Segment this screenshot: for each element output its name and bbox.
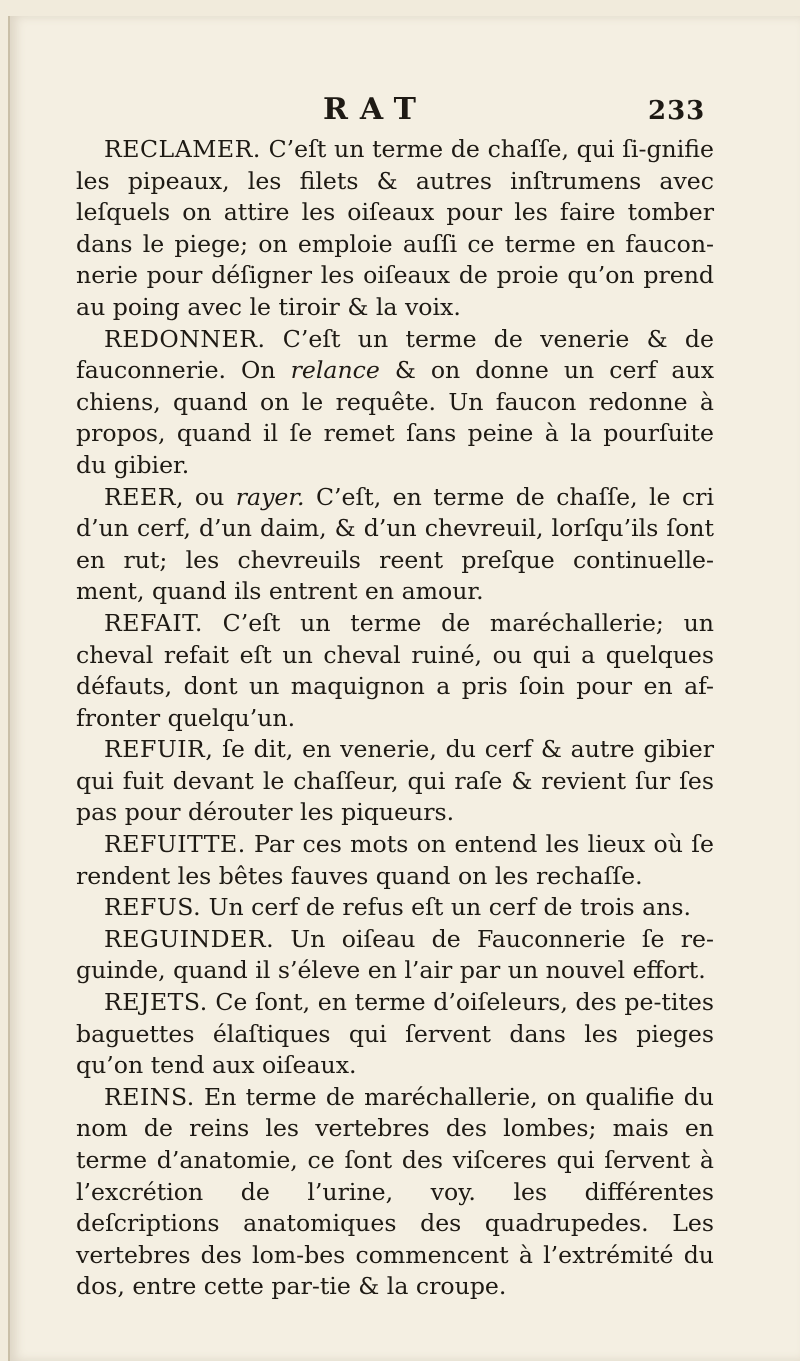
entry-text: Un cerf de refus eſt un cerf de trois ans. <box>201 893 691 922</box>
entry-text: C’eſt un terme de chaſſe, qui ſi-gnifie les pipeaux, les filets & autres inſtrumens avec leſquels on attire les oiſeaux pour les faire tomber dans le piege; on emploie auſſi ce terme en faucon-nerie pour déſigner les oiſeaux de proie qu’on prend au poing avec le tiroir & la voix. <box>76 135 714 321</box>
entry-headword: REDONNER. <box>104 324 266 353</box>
entry-headword: REFUS. <box>104 893 202 922</box>
entry-italic-term: relance <box>290 356 380 385</box>
entry-headword: REFAIT. <box>104 608 203 637</box>
entry-headword: REINS. <box>104 1082 195 1111</box>
entry-text: En terme de maréchallerie, on qualifie du nom de reins les vertebres des lombes; mais en terme d’anatomie, ce ſont des viſceres qui ſervent à l’excrétion de l’urine, voy. les différentes deſcriptions anatomiques des quadrupedes. Les vertebres des lom-bes commencent à l’extrémité du dos, entre cette par-tie & la croupe. <box>76 1082 714 1301</box>
entry-text: & on donne un cerf aux chiens, quand on le requête. Un faucon redonne à propos, quand il ſe remet ſans peine à la pourſuite du gibier. <box>76 356 715 479</box>
dictionary-entries <box>76 134 714 1303</box>
dictionary-entry <box>76 324 714 482</box>
entry-text: , ou <box>175 482 236 511</box>
entry-headword: REJETS. <box>104 988 208 1017</box>
page-header <box>0 88 800 128</box>
page-number: 233 <box>648 96 706 126</box>
entry-text: Ce ſont, en terme d’oiſeleurs, des pe-tites baguettes élaſtiques qui ſervent dans les pieges qu’on tend aux oiſeaux. <box>76 988 714 1080</box>
dictionary-entry <box>76 987 714 1082</box>
entry-headword: REFUIR, <box>104 735 214 764</box>
dictionary-entry <box>76 892 714 924</box>
entry-headword: RECLAMER. <box>104 135 261 163</box>
entry-italic-term: rayer. <box>235 482 305 511</box>
entry-text: Un oiſeau de Fauconnerie ſe re-guinde, quand il s’éleve en l’air par un nouvel effort. <box>76 924 714 985</box>
dictionary-entry <box>76 134 714 324</box>
entry-text: C’eſt, en terme de chaſſe, le cri d’un cerf, d’un daim, & d’un chevreuil, lorſqu’ils ſont en rut; les chevreuils reent preſque continuelle-ment, quand ils entrent en amour. <box>76 482 714 606</box>
dictionary-entry <box>76 924 714 987</box>
dictionary-entry <box>76 829 714 892</box>
running-title: RAT <box>323 92 428 127</box>
entry-headword: REER <box>104 482 176 511</box>
entry-headword: REFUITTE. <box>104 830 246 859</box>
dictionary-entry <box>76 734 714 829</box>
dictionary-entry <box>76 608 714 734</box>
dictionary-entry <box>76 1082 714 1303</box>
entry-text: C’eſt un terme de venerie & de fauconnerie. On <box>76 324 714 385</box>
entry-text: Par ces mots on entend les lieux où ſe rendent les bêtes fauves quand on les rechaſſe. <box>76 830 714 890</box>
entry-text: C’eſt un terme de maréchallerie; un cheval refait eſt un cheval ruiné, ou qui a quelques défauts, dont un maquignon a pris ſoin pour en af-fronter quelqu’un. <box>76 608 714 732</box>
dictionary-entry <box>76 482 714 608</box>
entry-headword: REGUINDER. <box>104 924 275 953</box>
entry-text: ſe dit, en venerie, du cerf & autre gibier qui fuit devant le chaſſeur, qui raſe & revient ſur ſes pas pour dérouter les piqueurs. <box>76 735 714 827</box>
